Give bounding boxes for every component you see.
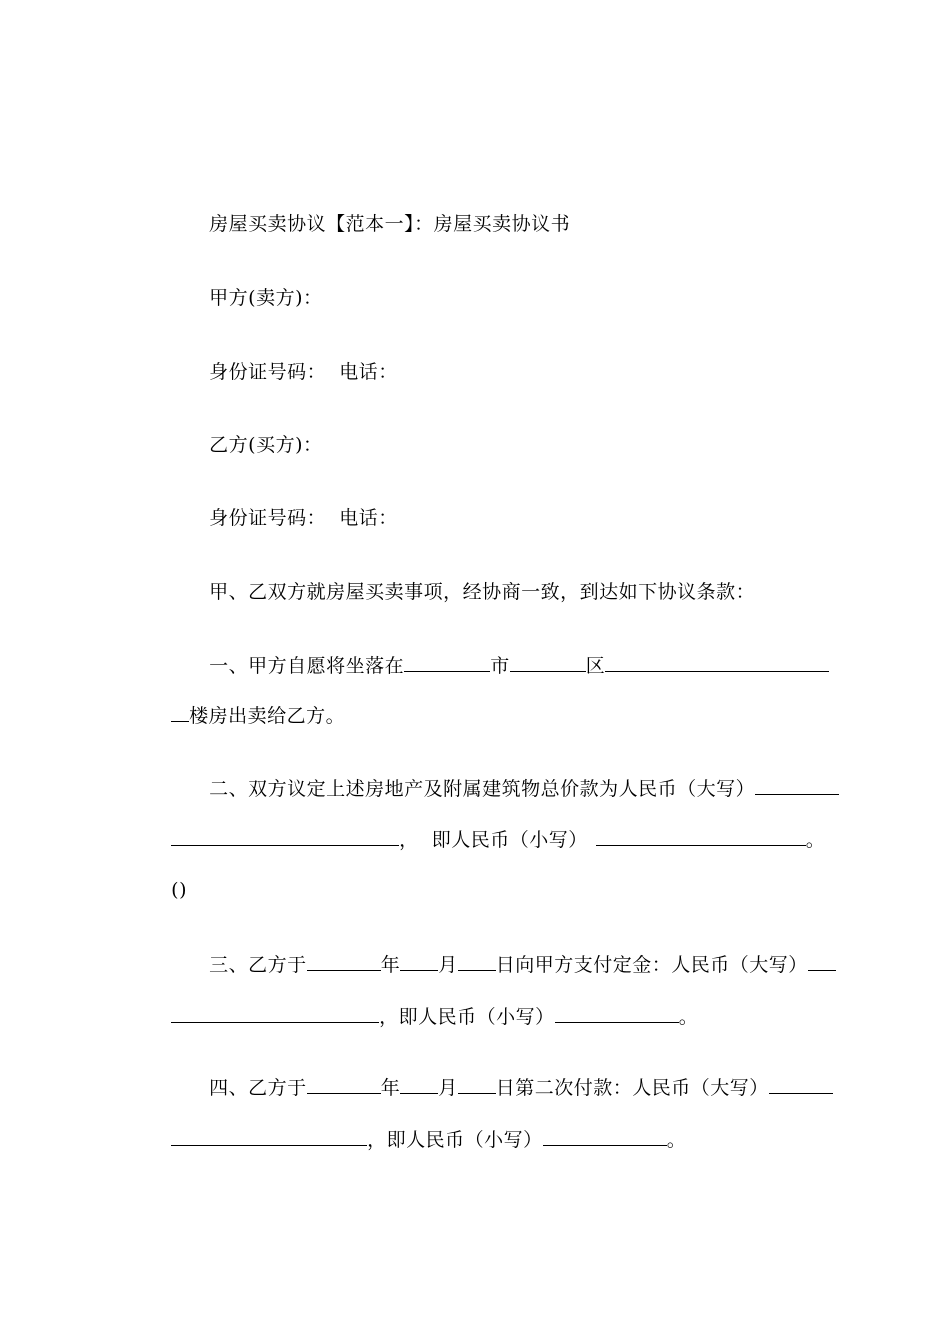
- clause-4-text-e: ，即人民币（小写）: [367, 1129, 543, 1151]
- clause-4-text-a: 四、乙方于: [209, 1077, 307, 1099]
- second-payment-month-blank: [400, 1076, 438, 1094]
- clause-3-text-e: ，即人民币（小写）: [379, 1006, 555, 1028]
- deposit-year-blank: [307, 953, 381, 971]
- deposit-upper-blank-cont: [171, 1005, 379, 1023]
- total-price-upper-blank-cont: [171, 828, 399, 846]
- party-a-label: 甲方(卖方)：: [209, 287, 323, 309]
- deposit-upper-blank: [808, 953, 836, 971]
- party-b-label: 乙方(买方)：: [209, 434, 323, 456]
- clause-3-line-2: [145, 981, 698, 1053]
- second-payment-upper-blank: [769, 1076, 833, 1094]
- intro-text: 甲、乙双方就房屋买卖事项，经协商一致，到达如下协议条款：: [209, 581, 756, 603]
- clause-4-text-f: 。: [666, 1129, 687, 1151]
- clause-3-text-c: 月: [438, 954, 458, 976]
- clause-2-text-d: (): [171, 879, 187, 901]
- clause-4-text-d: 日第二次付款：人民币（大写）: [495, 1077, 769, 1099]
- location-address-blank-cont: [171, 704, 189, 722]
- party-b-id-line: [183, 482, 398, 554]
- location-address-blank: [605, 654, 829, 672]
- clause-3-text-f: 。: [678, 1006, 699, 1028]
- clause-3-text-d: 日向甲方支付定金：人民币（大写）: [495, 954, 808, 976]
- clause-4-text-b: 年: [380, 1077, 401, 1099]
- clause-3-text-b: 年: [380, 954, 401, 976]
- title-text: 房屋买卖协议【范本一】：房屋买卖协议书: [209, 213, 571, 235]
- clause-1-line-2: [145, 680, 345, 752]
- clause-1-text-d: 楼房出卖给乙方。: [189, 705, 346, 727]
- deposit-day-blank: [458, 953, 496, 971]
- party-b-id-label: 身份证号码： 电话：: [209, 507, 398, 529]
- clause-1-text-a: 一、甲方自愿将坐落在: [209, 655, 405, 677]
- second-payment-day-blank: [458, 1076, 496, 1094]
- location-city-blank: [404, 654, 490, 672]
- clause-3-text-a: 三、乙方于: [209, 954, 307, 976]
- document-title: [183, 188, 570, 260]
- clause-4-line-2: [145, 1104, 686, 1176]
- deposit-month-blank: [400, 953, 438, 971]
- party-a-id-label: 身份证号码： 电话：: [209, 361, 398, 383]
- second-payment-upper-blank-cont: [171, 1128, 367, 1146]
- second-payment-lower-blank: [543, 1128, 667, 1146]
- clause-2-text-a: 二、双方议定上述房地产及附属建筑物总价款为人民币（大写）: [209, 778, 756, 800]
- second-payment-year-blank: [307, 1076, 381, 1094]
- clause-1-text-c: 区: [585, 655, 606, 677]
- total-price-lower-blank: [596, 828, 806, 846]
- total-price-upper-blank: [755, 777, 839, 795]
- clause-2-line-3: [145, 854, 187, 926]
- clause-2-text-c: 。: [805, 829, 826, 851]
- deposit-lower-blank: [555, 1005, 679, 1023]
- party-b-line: [183, 409, 323, 481]
- clause-2-text-b: ， 即人民币（小写）: [399, 829, 588, 851]
- intro-line: [183, 556, 755, 628]
- clause-4-text-c: 月: [438, 1077, 458, 1099]
- location-district-blank: [510, 654, 586, 672]
- clause-2-line-2: [145, 804, 825, 876]
- party-a-id-line: [183, 336, 398, 408]
- clause-1-text-b: 市: [490, 655, 510, 677]
- party-a-line: [183, 262, 323, 334]
